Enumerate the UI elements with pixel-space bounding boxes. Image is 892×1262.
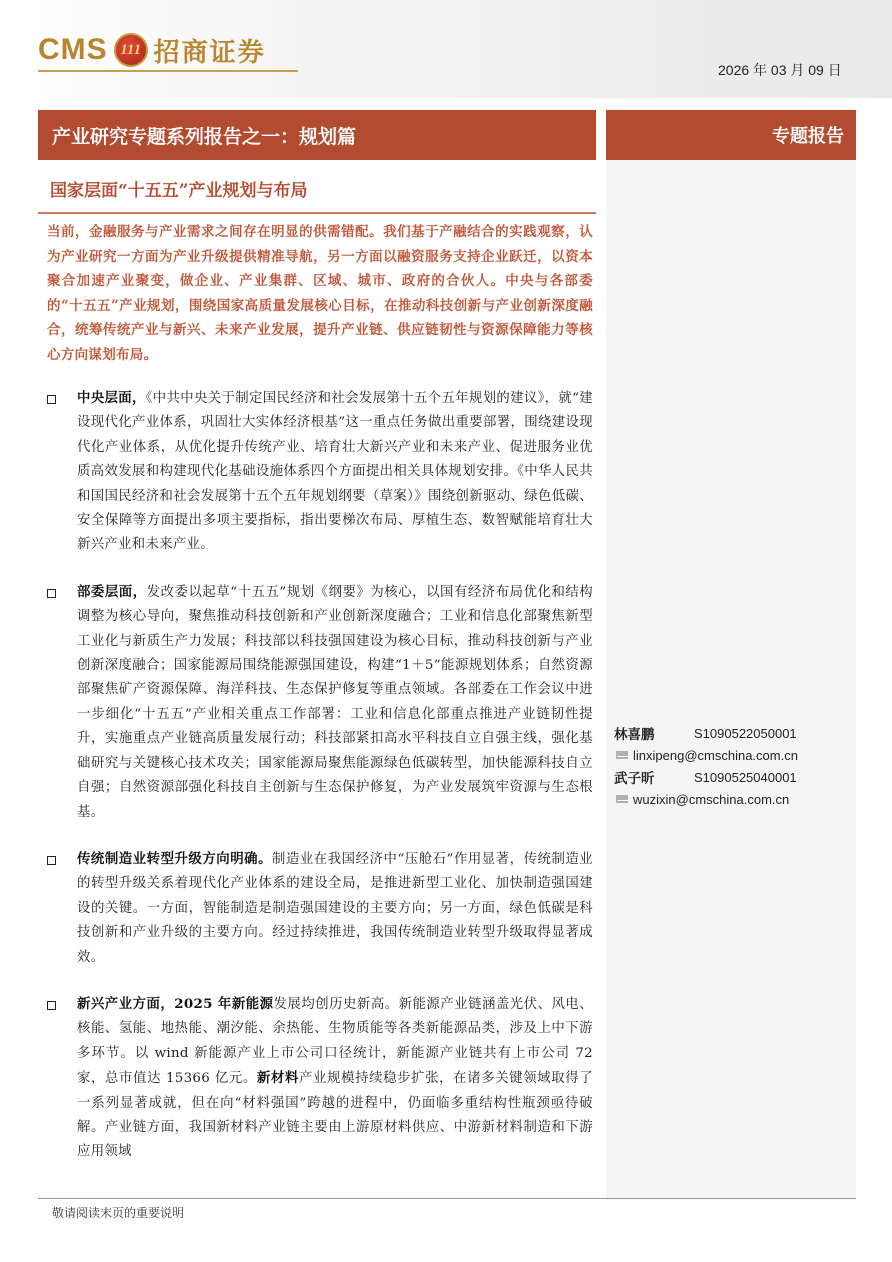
checkbox-bullet-icon <box>47 1001 56 1010</box>
logo-underline <box>38 70 298 72</box>
bullet-text: 发改委以起草“十五五”规划《纲要》为核心，以国有经济布局优化和结构调整为核心导向，聚焦推动科技创新和产业创新深度融合；工业和信息化部聚焦新型工业化与新质生产力发展；科技部以科技强国建设为核心目标，推动科技创新与产业创新深度融合；国家能源局围绕能源强国建设，构建“1＋5”能源规划体系；自然资源部聚焦矿产资源保障、海洋科技、生态保护修复等重点领域。各部委在工作会议中进一步细化“十五五”产业相关重点工作部署：工业和信息化部重点推进产业链韧性提升，实施重点产业链高质量发展行动；科技部紧扣高水平科技自立自强主线，强化基础研究与关键核心技术攻关；国家能源局聚焦能源绿色低碳转型，加快能源科技自立自强；自然资源部强化科技自主创新与生态保护修复，为产业发展筑牢资源与生态根基。 <box>77 584 594 820</box>
bullet-emerging-industries <box>47 992 593 1165</box>
analyst-email[interactable]: wuzixin@cmschina.com.cn <box>633 791 790 807</box>
report-date: 2026 年 03 月 09 日 <box>718 62 842 78</box>
bullet-ministries <box>47 580 593 825</box>
checkbox-bullet-icon <box>47 856 56 865</box>
footer-divider <box>38 1198 856 1199</box>
mail-icon <box>616 795 628 803</box>
analyst-license-id: S1090525040001 <box>694 769 797 785</box>
analyst-email-row[interactable] <box>614 788 854 810</box>
analyst-row <box>614 766 854 788</box>
abstract-paragraph: 当前，金融服务与产业需求之间存在明显的供需错配。我们基于产融结合的实践观察，认为产业研究一方面为产业升级提供精准导航，另一方面以融资服务支持企业跃迁，以资本聚合加速产业聚变，做企业、产业集群、区域、城市、政府的合伙人。中央与各部委的“十五五”产业规划，围绕国家高质量发展核心目标，在推动科技创新与产业创新深度融合，统筹传统产业与新兴、未来产业发展，提升产业链、供应链韧性与资源保障能力等核心方向谋划布局。 <box>47 224 593 363</box>
analyst-email-row[interactable] <box>614 744 854 766</box>
company-logo <box>38 28 266 72</box>
checkbox-bullet-icon <box>47 589 56 598</box>
right-sidebar <box>606 160 856 1200</box>
logo-badge-icon: 111 <box>114 33 148 67</box>
bullet-central <box>47 386 593 558</box>
bullet-list <box>47 386 593 1165</box>
analyst-name: 林喜鹏 <box>614 727 655 743</box>
footer-disclaimer: 敬请阅读末页的重要说明 <box>52 1206 185 1220</box>
analyst-name: 武子昕 <box>614 771 655 787</box>
report-type-label: 专题报告 <box>772 126 844 147</box>
logo-chinese-text: 招商证券 <box>153 37 266 68</box>
bullet-lead: 部委层面， <box>77 583 147 600</box>
bullet-text: 《中共中央关于制定国民经济和社会发展第十五个五年规划的建议》，就“建设现代化产业体系，巩固壮大实体经济根基”这一重点任务做出重要部署，围绕建设现代化产业体系，从优化提升传统产业、培育壮大新兴产业和未来产业、促进服务业优质高效发展和构建现代化基础设施体系四个方面提出相关具体规划安排。《中华人民共和国国民经济和社会发展第十五个五年规划纲要（草案）》围绕创新驱动、绿色低碳、安全保障等方面提出多项主要指标，指出要梯次布局、厚植生态、数智赋能培育壮大新兴产业和未来产业。 <box>77 391 593 553</box>
bullet-lead: 传统制造业转型升级方向明确。 <box>77 850 273 867</box>
report-title-bar <box>38 110 596 160</box>
subtitle-divider <box>38 212 596 214</box>
checkbox-bullet-icon <box>47 395 56 404</box>
analyst-email[interactable]: linxipeng@cmschina.com.cn <box>633 747 798 763</box>
analyst-license-id: S1090522050001 <box>694 725 797 741</box>
mail-icon <box>616 751 628 759</box>
report-title: 产业研究专题系列报告之一：规划篇 <box>52 125 357 148</box>
report-type-bar <box>606 110 856 160</box>
logo-cms-text: CMS <box>38 33 108 66</box>
bullet-lead-secondary: 新材料 <box>256 1070 300 1087</box>
analyst-list <box>614 722 854 810</box>
bullet-text: 发展均创历史新高。新能源产业链涵盖光伏、风电、核能、氢能、地热能、潮汐能、余热能、生物质能等各类新能源品类，涉及上中下游多环节。以 wind 新能源产业上市公司口径统计，新能源产业链共有上市公司 72 家，总市值达 15366 亿元。 <box>77 996 593 1087</box>
bullet-text: 制造业在我国经济中“压舱石”作用显著，传统制造业的转型升级关系着现代化产业体系的建设全局，是推进新型工业化、加快制造强国建设的关键。一方面，智能制造是制造强国建设的主要方向；另一方面，绿色低碳是科技创新和产业升级的主要方向。经过持续推进，我国传统制造业转型升级取得显著成效。 <box>77 851 593 965</box>
analyst-row <box>614 722 854 744</box>
report-subtitle: 国家层面“十五五”产业规划与布局 <box>50 181 308 201</box>
bullet-traditional-manufacturing <box>47 847 593 970</box>
bullet-text-secondary: 产业规模持续稳步扩张，在诸多关键领域取得了一系列显著成就，但在向“材料强国”跨越的进程中，仍面临多重结构性瓶颈亟待破解。产业链方面，我国新材料产业链主要由上游原材料供应、中游新材料制造和下游应用领域 <box>77 1071 593 1160</box>
bullet-lead: 新兴产业方面，2025 年新能源 <box>77 995 274 1012</box>
bullet-lead: 中央层面， <box>77 390 146 406</box>
